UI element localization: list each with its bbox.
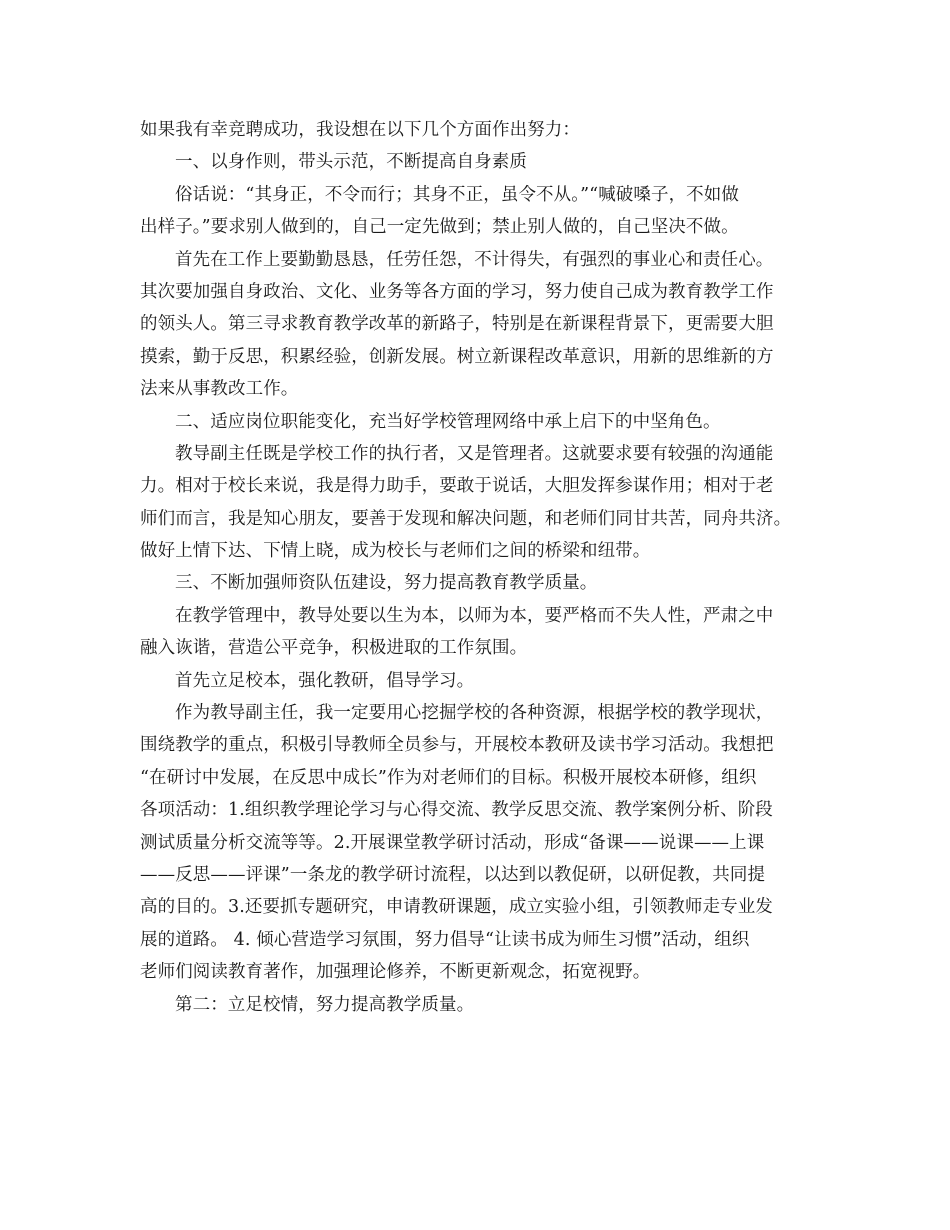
text-line: 摸索，勤于反思，积累经验，创新发展。树立新课程改革意识，用新的思维新的方 xyxy=(140,346,774,367)
text-line: 展的道路。 4. 倾心营造学习氛围，努力倡导“让读书成为师生习惯”活动，组织 xyxy=(140,929,750,950)
text-line: 出样子。”要求别人做到的，自己一定先做到；禁止别人做的，自己坚决不做。 xyxy=(140,217,739,238)
text-line: 高的目的。3.还要抓专题研究，申请教研课题，成立实验小组，引领教师走专业发 xyxy=(140,897,773,918)
text-line: 首先立足校本，强化教研，倡导学习。 xyxy=(175,670,475,691)
text-line: 的领头人。第三寻求教育教学改革的新路子，特别是在新课程背景下，更需要大胆 xyxy=(140,314,774,335)
text-line: 测试质量分析交流等等。2.开展课堂教学研讨活动，形成“备课——说课——上课 xyxy=(140,832,765,853)
text-line: 融入诙谐，营造公平竞争，积极进取的工作氛围。 xyxy=(140,638,528,659)
text-line: 俗话说：“其身正，不令而行；其身不正，虽令不从。”“喊破嗓子，不如做 xyxy=(175,184,739,205)
text-line: 各项活动：1.组织教学理论学习与心得交流、教学反思交流、教学案例分析、阶段 xyxy=(140,800,773,821)
section-heading: 一、以身作则，带头示范，不断提高自身素质 xyxy=(175,152,527,173)
section-heading: 三、不断加强师资队伍建设，努力提高教育教学质量。 xyxy=(175,573,598,594)
text-line: 首先在工作上要勤勤恳恳，任劳任怨，不计得失，有强烈的事业心和责任心。 xyxy=(175,249,774,270)
document-body xyxy=(140,114,820,1021)
section-heading: 第二：立足校情，努力提高教学质量。 xyxy=(175,994,475,1015)
text-line: 做好上情下达、下情上晓，成为校长与老师们之间的桥梁和纽带。 xyxy=(140,541,651,562)
section-heading: 二、适应岗位职能变化，充当好学校管理网络中承上启下的中坚角色。 xyxy=(175,411,721,432)
text-line: 其次要加强自身政治、文化、业务等各方面的学习，努力使自己成为教育教学工作 xyxy=(140,281,774,302)
text-line: 围绕教学的重点，积极引导教师全员参与，开展校本教研及读书学习活动。我想把 xyxy=(140,735,774,756)
text-line: 教导副主任既是学校工作的执行者，又是管理者。这就要求要有较强的沟通能 xyxy=(175,443,774,464)
text-line: 作为教导副主任，我一定要用心挖掘学校的各种资源，根据学校的教学现状， xyxy=(175,703,774,724)
text-line: “在研讨中发展，在反思中成长”作为对老师们的目标。积极开展校本研修，组织 xyxy=(140,767,757,788)
text-line: 师们而言，我是知心朋友，要善于发现和解决问题，和老师们同甘共苦，同舟共济。 xyxy=(140,508,792,529)
text-line: ——反思——评课”一条龙的教学研讨流程，以达到以教促研，以研促教，共同提 xyxy=(140,864,766,885)
text-line: 力。相对于校长来说，我是得力助手，要敢于说话，大胆发挥参谋作用；相对于老 xyxy=(140,476,774,497)
text-line: 在教学管理中，教导处要以生为本，以师为本，要严格而不失人性，严肃之中 xyxy=(175,605,774,626)
text-line: 如果我有幸竞聘成功，我设想在以下几个方面作出努力： xyxy=(140,120,580,140)
text-line: 法来从事教改工作。 xyxy=(140,379,299,400)
text-line: 老师们阅读教育著作，加强理论修养，不断更新观念，拓宽视野。 xyxy=(140,962,651,983)
